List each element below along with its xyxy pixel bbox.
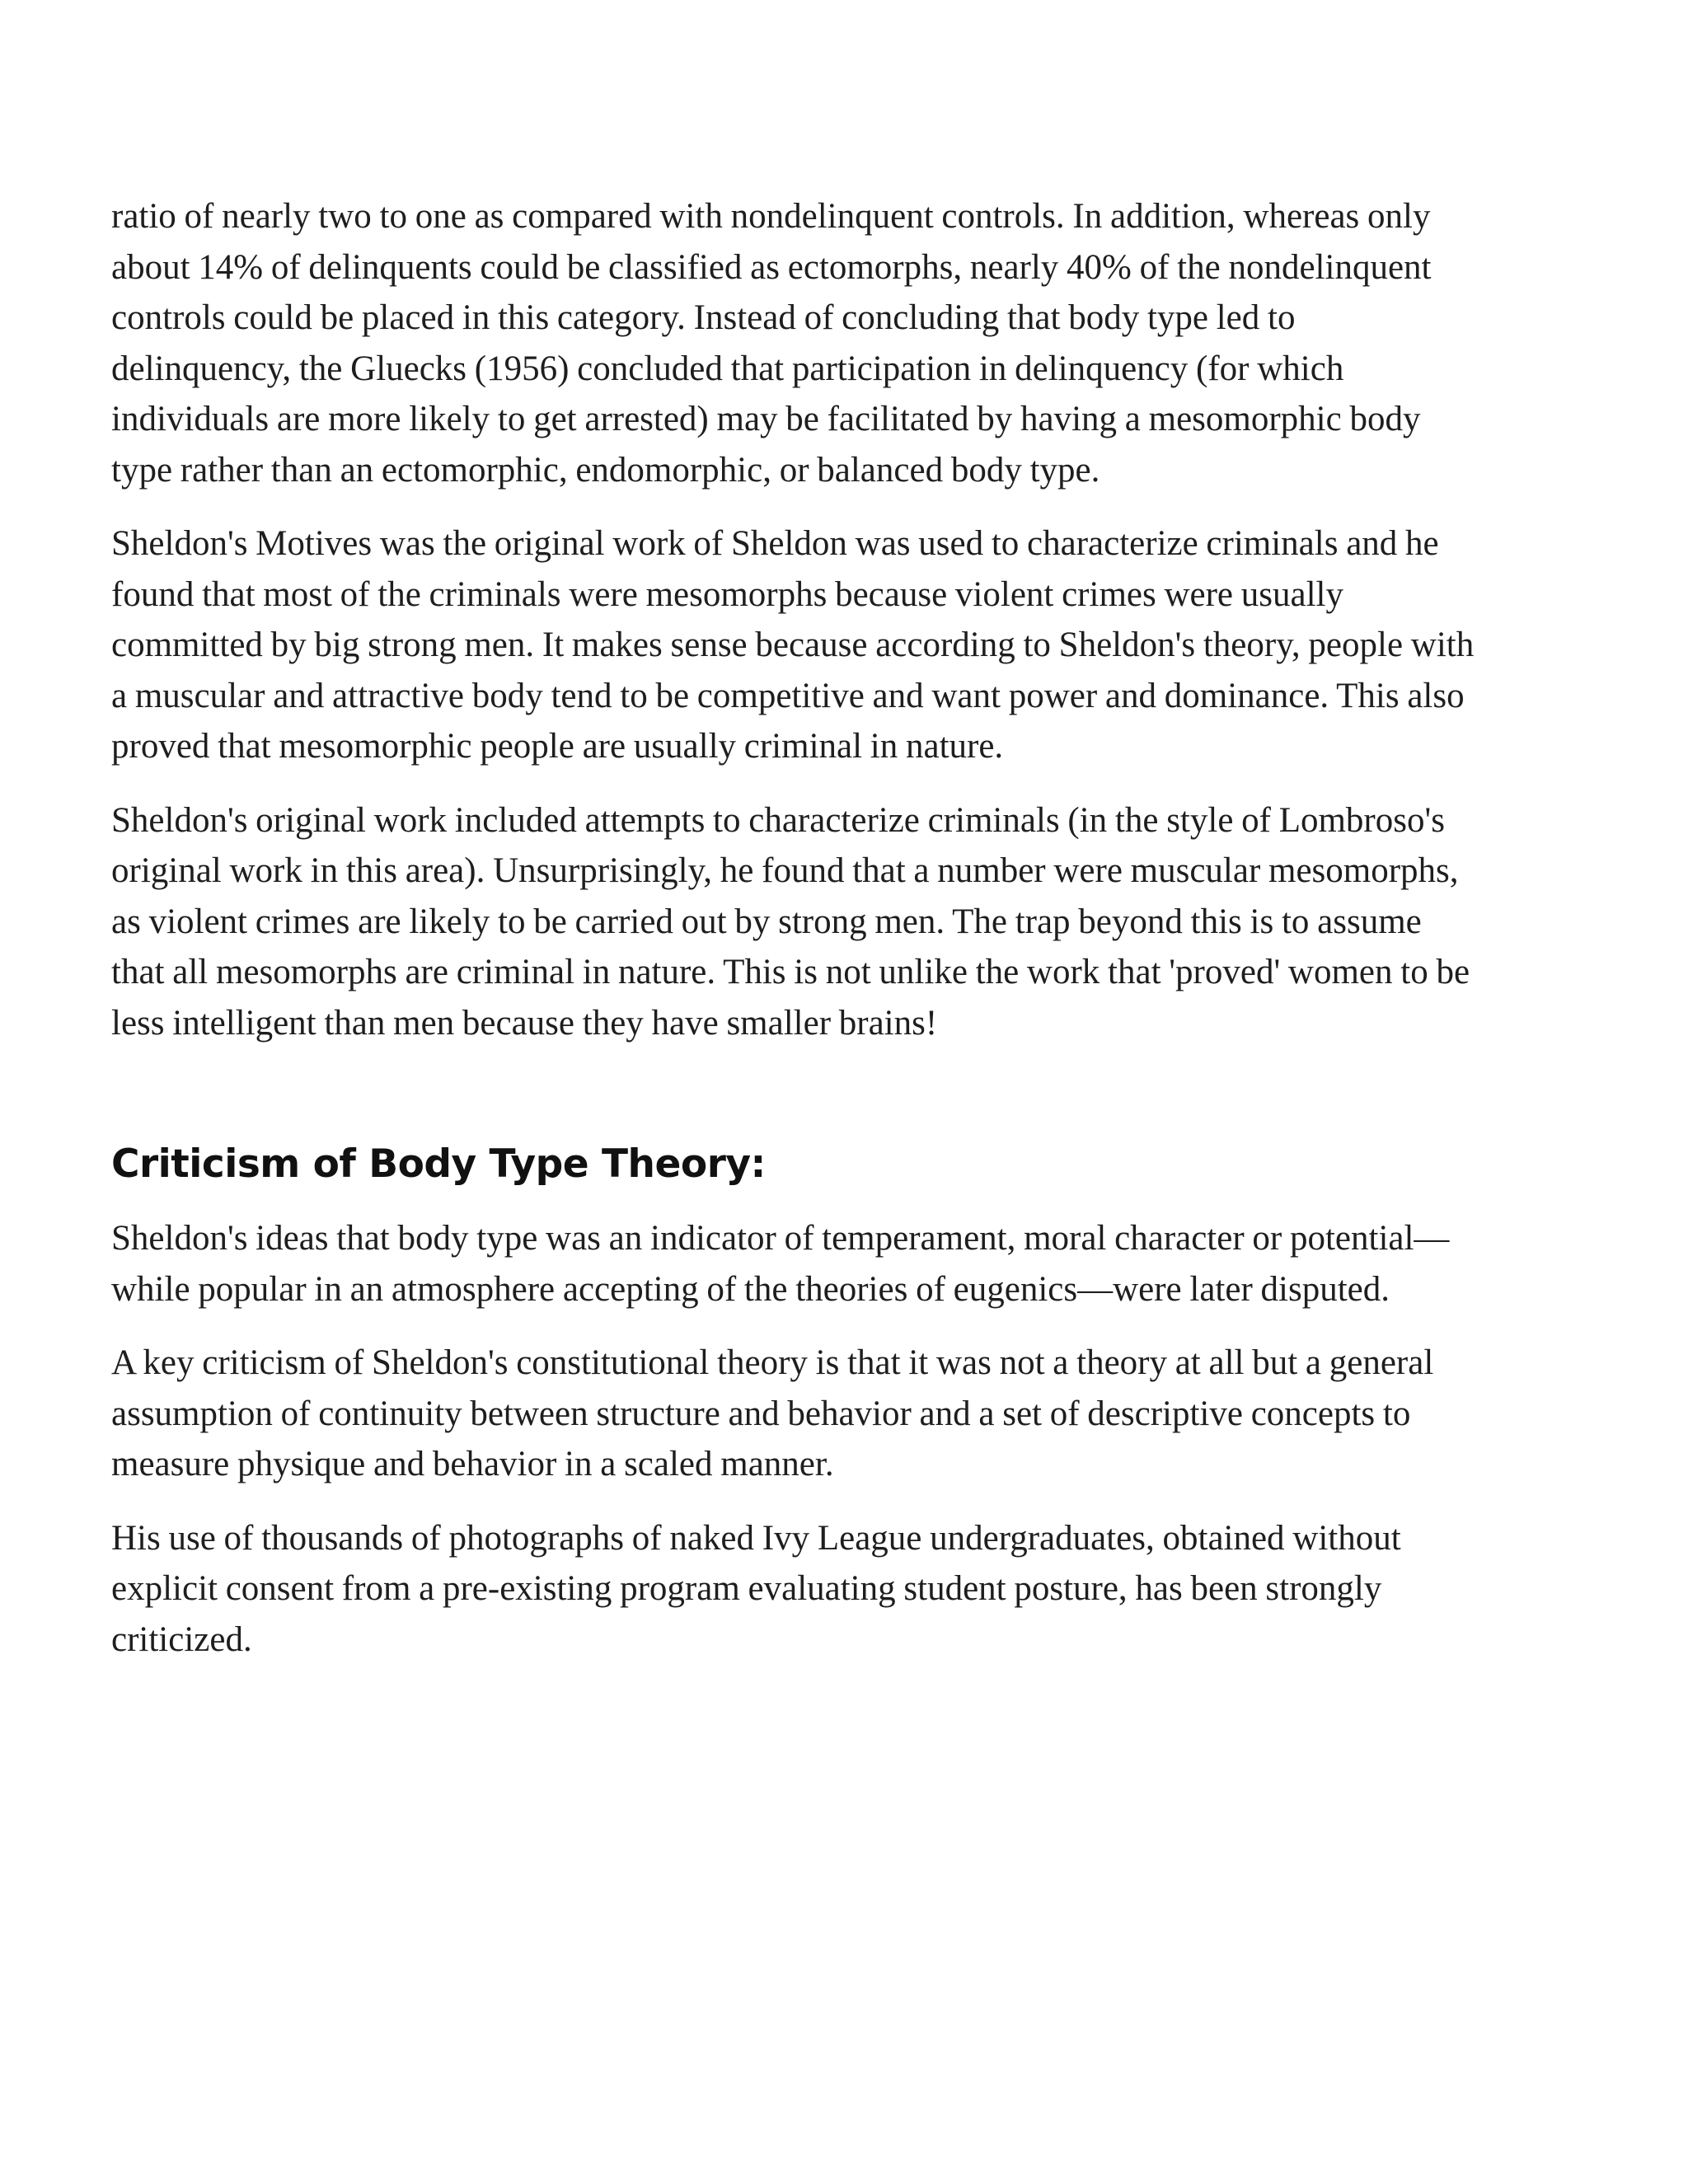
section-heading-criticism: Criticism of Body Type Theory: [111,1141,766,1187]
paragraph-sheldon-motives: Sheldon's Motives was the original work of Sheldon was used to characterize criminals and he found that most of the criminals were mesomorphs because violent crimes were usually committed by big strong men. It makes sense because according to Sheldon's theory, people with a muscular and attractive body tend to be competitive and want power and dominance. This also proved that mesomorphic people are usually criminal in nature. [111,524,1475,766]
paragraph-gluecks-findings: ratio of nearly two to one as compared with nondelinquent controls. In addition, whereas only about 14% of delinquents could be classified as ectomorphs, nearly 40% of the nondelinquent controls could be placed in this category. Instead of concluding that body type led to delinquency, the Gluecks (1956) concluded that participation in delinquency (for which individuals are more likely to get arrested) may be facilitated by having a mesomorphic body type rather than an ectomorphic, endomorphic, or balanced body type. [111,197,1432,490]
page-content [111,191,1479,1688]
section-spacer [111,1071,1479,1137]
paragraph-photographs-criticism: His use of thousands of photographs of naked Ivy League undergraduates, obtained without explicit consent from a pre-existing program evaluating student posture, has been strongly criticized. [111,1518,1401,1659]
paragraph-sheldon-original-work: Sheldon's original work included attempts to characterize criminals (in the style of Lombroso's original work in this area). Unsurprisingly, he found that a number were muscular mesomorphs, as violent crimes are likely to be carried out by strong men. The trap beyond this is to assume that all mesomorphs are criminal in nature. This is not unlike the work that 'proved' women to be less intelligent than men because they have smaller brains! [111,800,1470,1043]
paragraph-key-criticism: A key criticism of Sheldon's constitutional theory is that it was not a theory at all but a general assumption of continuity between structure and behavior and a set of descriptive concepts to measure physique and behavior in a scaled manner. [111,1343,1434,1483]
paragraph-ideas-disputed: Sheldon's ideas that body type was an indicator of temperament, moral character or potential—while popular in an atmosphere accepting of the theories of eugenics—were later disputed. [111,1219,1450,1309]
